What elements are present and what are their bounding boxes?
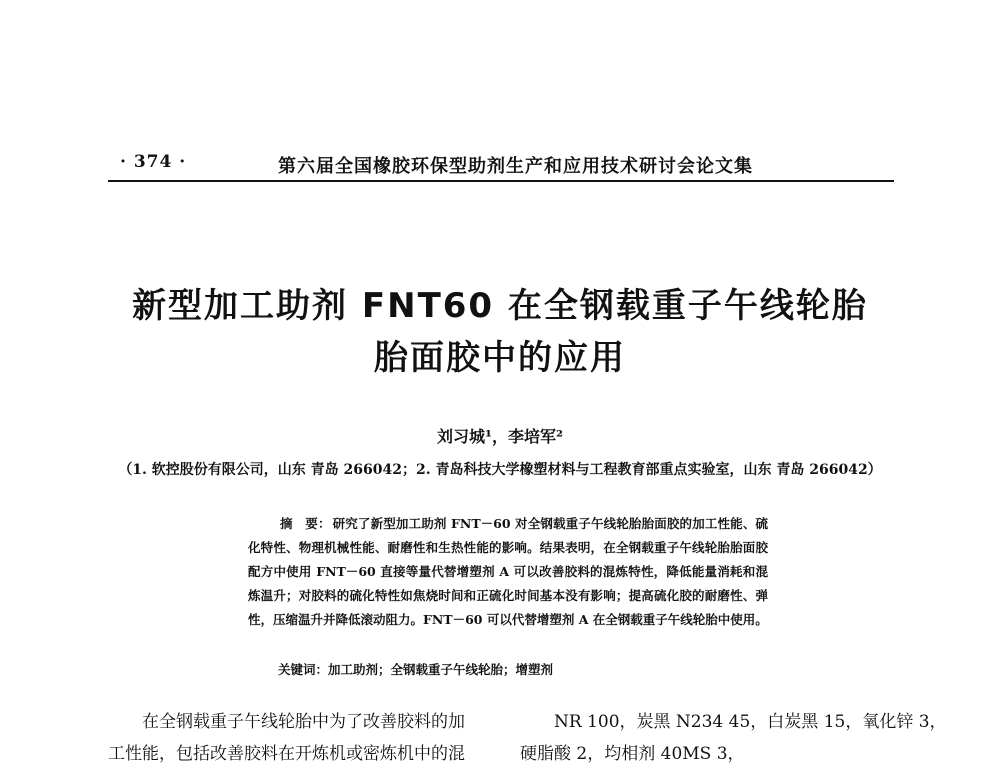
journal-title: 第六届全国橡胶环保型助剂生产和应用技术研讨会论文集 [278, 156, 753, 177]
body-column-left [108, 706, 488, 770]
abstract [248, 512, 768, 632]
body-text-line: 在全钢载重子午线轮胎中为了改善胶料的加 [142, 712, 465, 732]
body-text-line: NR 100，炭黑 N234 45，白炭黑 15，氧化锌 3， [554, 712, 947, 732]
affiliation: （1. 软控股份有限公司，山东 青岛 266042；2. 青岛科技大学橡塑材料与工程教育部重点实验室，山东 青岛 266042） [118, 462, 882, 478]
body-text-line: 工性能，包括改善胶料在开炼机或密炼机中的混 [108, 744, 465, 764]
paper-title [100, 280, 900, 384]
keywords-text: 加工助剂；全钢载重子午线轮胎；增塑剂 [328, 662, 554, 677]
title-line-1: 新型加工助剂 FNT60 在全钢载重子午线轮胎 [132, 286, 868, 326]
running-header [108, 146, 894, 182]
abstract-label: 摘 要： [280, 516, 331, 531]
keywords-label: 关键词： [278, 662, 329, 677]
authors: 刘习城¹，李培军² [436, 427, 564, 446]
abstract-text: 研究了新型加工助剂 FNT－60 对全钢载重子午线轮胎胎面胶的加工性能、硫化特性、物理机械性能、耐磨性和生热性能的影响。结果表明，在全钢载重子午线轮胎胎面胶配方中使用 FNT－60 直接等量代替增塑剂 A 可以改善胶料的混炼特性，降低能量消耗和混炼温升；对胶料的硫化特性如焦烧时间和正硫化时间基本没有影响；提高硫化胶的耐磨性、弹性，压缩温升并降低滚动阻力。FNT－60 可以代替增塑剂 A 在全钢载重子午线轮胎中使用。 [248, 516, 768, 627]
keywords [278, 660, 758, 678]
body-column-right [520, 706, 947, 770]
title-line-2: 胎面胶中的应用 [374, 338, 626, 378]
body-text-line: 硬脂酸 2，均相剂 40MS 3， [520, 744, 745, 764]
page-number: · 374 · [120, 152, 187, 172]
